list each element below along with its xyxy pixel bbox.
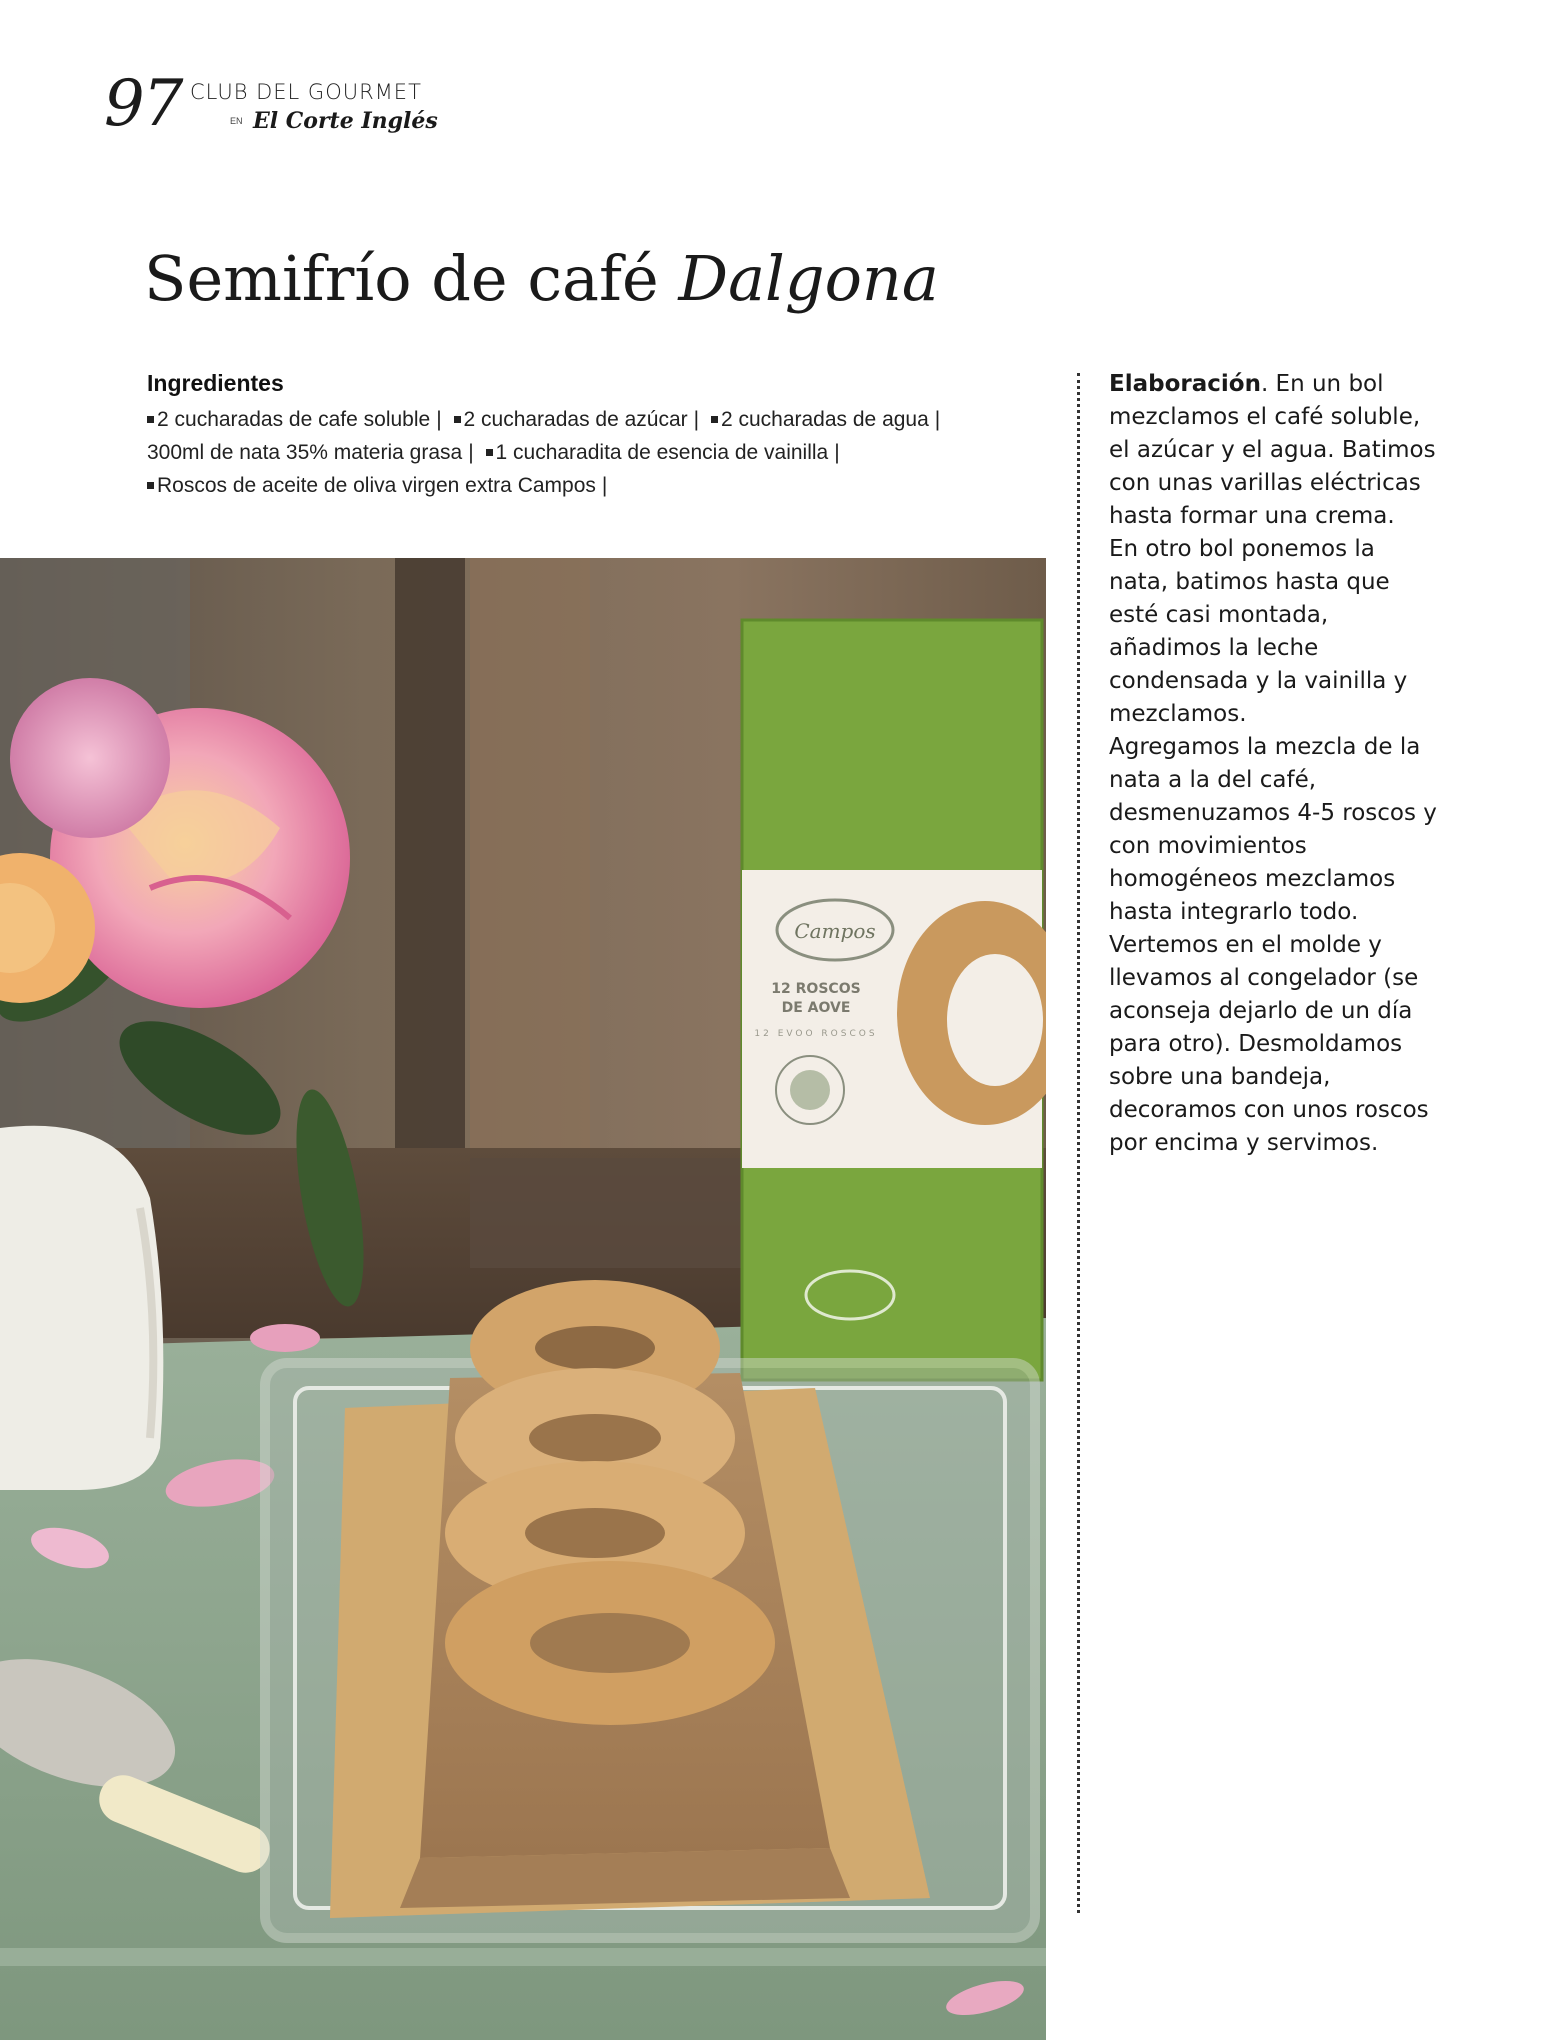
method-heading: Elaboración — [1109, 371, 1261, 397]
method-paragraph: Elaboración. En un bol mezclamos el café soluble, el azúcar y el agua. Batimos con unas varillas eléctricas hasta formar una crema. — [1109, 371, 1436, 529]
roscos-box — [742, 620, 1046, 1380]
ingredients-section — [147, 370, 1007, 502]
page-number: 97 — [104, 67, 182, 141]
ingredient-item: 2 cucharadas de cafe soluble | — [147, 408, 448, 431]
column-divider — [1077, 373, 1080, 1913]
brand-name: CLUB DEL GOURMET — [190, 80, 422, 104]
ingredient-item: 2 cucharadas de azúcar | — [454, 408, 706, 431]
recipe-photo — [0, 558, 1046, 2040]
ingredients-heading: Ingredientes — [147, 370, 284, 396]
ingredient-item: 300ml de nata 35% materia grasa | — [147, 441, 474, 464]
title-main: Semifrío de café — [144, 242, 659, 315]
title-italic: Dalgona — [678, 242, 939, 315]
bullet-icon — [147, 416, 154, 423]
brand-subline — [190, 108, 438, 134]
ingredient-item: 1 cucharadita de esencia de vainilla | — [486, 441, 846, 464]
ingredients-list — [147, 403, 1007, 502]
brand-logo — [190, 80, 438, 134]
brand-en: EN — [230, 116, 243, 126]
box-line-1: 12 ROSCOS — [771, 981, 861, 997]
box-vertical-text: 12 EVOO ROSCOS — [754, 1029, 878, 1039]
bullet-icon — [147, 482, 154, 489]
bullet-icon — [711, 416, 718, 423]
bullet-icon — [454, 416, 461, 423]
store-logo: El Corte Inglés — [252, 108, 438, 134]
ingredient-item: Roscos de aceite de oliva virgen extra Campos | — [147, 474, 613, 497]
method-section — [1109, 368, 1439, 1160]
recipe-title — [144, 242, 939, 315]
box-line-2: DE AOVE — [781, 1000, 851, 1016]
method-paragraph: Agregamos la mezcla de la nata a la del café, desmenuzamos 4-5 roscos y con movimientos homogéneos mezclamos hasta integrarlo todo. Vertemos en el molde y llevamos al congelador (se aconseja dejarlo de un día para otro). Desmoldamos sobre una bandeja, decoramos con unos roscos por encima y servimos. — [1109, 734, 1437, 1156]
ingredient-item: 2 cucharadas de agua | — [711, 408, 946, 431]
method-paragraph: En otro bol ponemos la nata, batimos hasta que esté casi montada, añadimos la leche condensada y la vainilla y mezclamos. — [1109, 536, 1408, 727]
bullet-icon — [486, 449, 493, 456]
box-brand-text: Campos — [794, 919, 876, 943]
